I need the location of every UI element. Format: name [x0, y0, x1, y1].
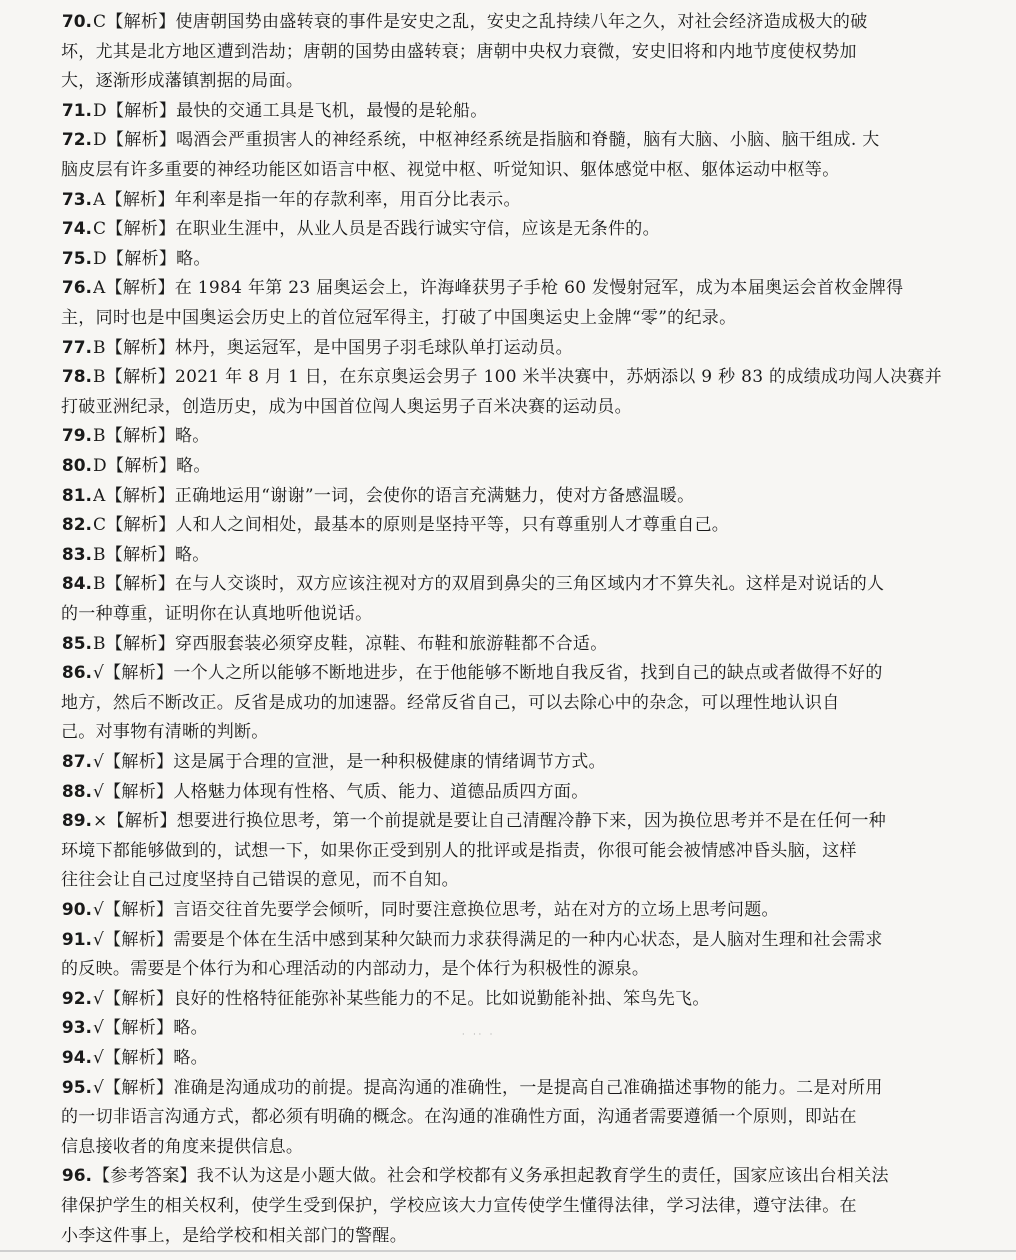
answer-entry [0, 245, 1016, 275]
answer-entry [0, 363, 1016, 422]
answer-text-continued: 脑皮层有许多重要的神经功能区如语言中枢、视觉中枢、听觉知识、躯体感觉中枢、躯体运动中枢等。 [61, 159, 840, 180]
question-number: 76. [61, 278, 92, 299]
answer-entry [0, 215, 1016, 245]
answer-text: √【解析】这是属于合理的宣泄，是一种积极健康的情绪调节方式。 [93, 752, 606, 772]
question-number: 77. [61, 337, 92, 358]
answer-entry [0, 541, 1016, 571]
answer-text: B【解析】穿西服套装必须穿皮鞋，凉鞋、布鞋和旅游鞋都不合适。 [93, 633, 608, 654]
answer-text: B【解析】略。 [93, 426, 210, 447]
question-number: 96. [61, 1166, 92, 1187]
answer-entry [0, 274, 1016, 333]
answer-entry [0, 985, 1016, 1015]
answer-entry [0, 748, 1016, 778]
answer-entry [0, 1074, 1016, 1163]
question-number: 95. [61, 1077, 92, 1098]
answer-entry [0, 1162, 1016, 1251]
answer-text-continued: 的反映。需要是个体行为和心理活动的内部动力，是个体行为积极性的源泉。 [61, 959, 650, 980]
answer-text: C【解析】使唐朝国势由盛转衰的事件是安史之乱，安史之乱持续八年之久，对社会经济造成极大的破 [93, 12, 868, 32]
answer-text-continued: 地方，然后不断改正。反省是成功的加速器。经常反省自己，可以去除心中的杂念，可以理性地认识自 [61, 692, 840, 713]
answer-text: D【解析】略。 [93, 456, 211, 476]
answer-entry [0, 1014, 1016, 1044]
answer-text-continued: 小李这件事上，是给学校和相关部门的警醒。 [61, 1225, 407, 1246]
answer-entry [0, 97, 1016, 127]
answer-entry [0, 778, 1016, 808]
question-number: 93. [61, 1018, 92, 1039]
question-number: 92. [61, 988, 92, 1009]
answer-entry [0, 1044, 1016, 1074]
question-number: 94. [61, 1048, 92, 1068]
answer-entry [0, 896, 1016, 926]
answer-text-continued: 的一切非语言沟通方式，都必须有明确的概念。在沟通的准确性方面，沟通者需要遵循一个原则，即站在 [61, 1107, 857, 1128]
question-number: 87. [61, 752, 92, 772]
answer-text-continued: 己。对事物有清晰的判断。 [61, 722, 269, 743]
answer-text-continued: 信息接收者的角度来提供信息。 [61, 1136, 304, 1157]
answer-text: √【解析】一个人之所以能够不断地进步，在于他能够不断地自我反省，找到自己的缺点或者做得不好的 [93, 663, 883, 684]
answer-entry [0, 8, 1016, 97]
answer-text-continued: 往往会让自己过度坚持自己错误的意见，而不自知。 [61, 870, 459, 891]
answer-entry [0, 630, 1016, 660]
question-number: 73. [61, 189, 92, 210]
answer-text-continued: 环境下都能够做到的，试想一下，如果你正受到别人的批评或是指责，你很可能会被情感冲昏头脑，这样 [61, 840, 857, 861]
answer-text: √【解析】需要是个体在生活中感到某种欠缺而力求获得满足的一种内心状态，是人脑对生理和社会需求 [93, 929, 883, 950]
answer-text-continued: 大，逐渐形成藩镇割据的局面。 [61, 71, 304, 92]
question-number: 75. [61, 248, 92, 269]
question-number: 74. [61, 219, 92, 240]
question-number: 88. [61, 781, 92, 802]
answer-text: √【解析】良好的性格特征能弥补某些能力的不足。比如说勤能补拙、笨鸟先飞。 [93, 988, 710, 1009]
answer-text: C【解析】在职业生涯中，从业人员是否践行诚实守信，应该是无条件的。 [93, 219, 660, 240]
answer-entry [0, 334, 1016, 364]
question-number: 84. [61, 574, 92, 595]
question-number: 89. [61, 811, 92, 832]
answer-text: D【解析】喝酒会严重损害人的神经系统，中枢神经系统是指脑和脊髓，脑有大脑、小脑、脑干组成. 大 [93, 130, 880, 151]
answer-text-continued: 打破亚洲纪录，创造历史，成为中国首位闯人奥运男子百米决赛的运动员。 [61, 396, 632, 417]
answer-entry [0, 452, 1016, 482]
question-number: 79. [61, 426, 92, 447]
answer-text: C【解析】人和人之间相处，最基本的原则是坚持平等，只有尊重别人才尊重自己。 [93, 515, 730, 536]
answer-text: D【解析】略。 [93, 248, 211, 269]
answer-text: B【解析】林丹，奥运冠军，是中国男子羽毛球队单打运动员。 [93, 337, 573, 358]
question-number: 70. [61, 12, 92, 32]
answer-text-continued: 主，同时也是中国奥运会历史上的首位冠军得主，打破了中国奥运史上金牌“零”的纪录。 [61, 307, 737, 328]
answer-text: √【解析】略。 [93, 1048, 208, 1068]
answer-entry [0, 570, 1016, 629]
answer-text: B【解析】在与人交谈时，双方应该注视对方的双眉到鼻尖的三角区域内才不算失礼。这样是对说话的人 [93, 574, 885, 595]
question-number: 71. [61, 100, 92, 121]
answer-entry [0, 422, 1016, 452]
question-number: 85. [61, 633, 92, 654]
answer-entry [0, 511, 1016, 541]
answer-text: B【解析】略。 [93, 544, 210, 565]
answer-text-continued: 的一种尊重，证明你在认真地听他说话。 [61, 603, 373, 624]
answer-text: √【解析】言语交往首先要学会倾听，同时要注意换位思考，站在对方的立场上思考问题。 [93, 900, 779, 920]
answer-entry [0, 482, 1016, 512]
answer-text: A【解析】正确地运用“谢谢”一词，会使你的语言充满魅力，使对方备感温暖。 [93, 485, 695, 506]
answer-text: √【解析】人格魅力体现有性格、气质、能力、道德品质四方面。 [93, 781, 589, 802]
question-number: 83. [61, 544, 92, 565]
answer-text: D【解析】最快的交通工具是飞机，最慢的是轮船。 [93, 100, 488, 121]
answer-entry [0, 926, 1016, 985]
answer-text-continued: 坏，尤其是北方地区遭到浩劫；唐朝的国势由盛转衰；唐朝中央权力衰微，安史旧将和内地节度使权势加 [61, 41, 857, 62]
answer-text-continued: 律保护学生的相关权利，使学生受到保护，学校应该大力宣传使学生懂得法律，学习法律，遵守法律。在 [61, 1195, 857, 1216]
question-number: 78. [61, 367, 92, 388]
answer-text: 【参考答案】我不认为这是小题大做。社会和学校都有义务承担起教育学生的责任，国家应该出台相关法 [93, 1166, 889, 1187]
question-number: 90. [61, 900, 92, 920]
answer-entry [0, 659, 1016, 748]
answer-text: √【解析】略。 [93, 1018, 208, 1039]
question-number: 82. [61, 515, 92, 536]
question-number: 91. [61, 929, 92, 950]
answer-text: A【解析】在 1984 年第 23 届奥运会上，许海峰获男子手枪 60 发慢射冠军，成为本届奥运会首枚金牌得 [93, 278, 904, 299]
question-number: 81. [61, 485, 92, 506]
answer-text: ×【解析】想要进行换位思考，第一个前提就是要让自己清醒冷静下来，因为换位思考并不是在任何一种 [93, 811, 887, 832]
question-number: 86. [61, 663, 92, 684]
answer-text: √【解析】准确是沟通成功的前提。提高沟通的准确性，一是提高自己准确描述事物的能力。二是对所用 [93, 1077, 883, 1098]
answer-text: B【解析】2021 年 8 月 1 日，在东京奥运会男子 100 米半决赛中，苏炳添以 9 秒 83 的成绩成功闯人决赛并 [93, 367, 943, 388]
question-number: 80. [61, 456, 92, 476]
question-number: 72. [61, 130, 92, 151]
answer-text: A【解析】年利率是指一年的存款利率，用百分比表示。 [93, 189, 521, 210]
answer-entry [0, 807, 1016, 896]
scan-artifact: · ·· · [462, 1030, 496, 1039]
answer-entry [0, 186, 1016, 216]
answer-entry [0, 126, 1016, 185]
